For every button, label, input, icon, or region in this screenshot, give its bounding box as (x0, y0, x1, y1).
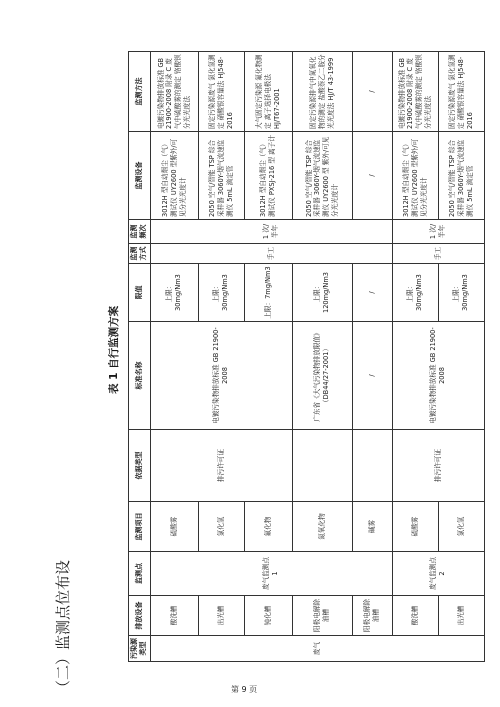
header-cell: 污染源类型 (129, 636, 151, 662)
item-cell: 氮氧化物 (292, 502, 352, 552)
device-cell: 阳极电解除油槽 (292, 596, 352, 636)
header-cell: 监测设备 (129, 132, 151, 220)
monitoring-plan-table (128, 51, 485, 662)
mode-cell: 手工 (150, 244, 392, 264)
header-cell: 监测项目 (129, 502, 151, 552)
equipment-cell: 2050 空气/智能 TSP 综合采样器 3060Y-烟气流速监测仪 5mL 滴定管 (198, 132, 244, 220)
device-cell: 阳极电解除油槽 (352, 596, 392, 636)
header-cell: 依据类型 (129, 430, 151, 502)
page-number: 第 9 页 (231, 685, 258, 694)
standard-cell: 电镀污染物排放标准 GB 21900-2008 (392, 322, 484, 430)
item-cell: 硫酸雾 (392, 502, 438, 552)
equipment-cell: 3012H 型自动烟尘（气）测试仪 PXSJ-216 型 离子计 (244, 132, 292, 220)
device-cell: 出光槽 (198, 596, 244, 636)
header-cell: 监测方式 (129, 244, 151, 264)
basis-cell (352, 430, 392, 502)
source-type-cell: 废气 (150, 636, 484, 662)
section-heading: （二）监测点位布设 (54, 559, 72, 695)
header-cell: 监测方法 (129, 52, 151, 132)
device-cell: 出光槽 (438, 596, 484, 636)
point-cell: 废气监测点 2 (392, 552, 484, 596)
item-cell: 碱雾 (352, 502, 392, 552)
basis-cell: 排污许可证 (150, 430, 292, 502)
header-cell: 限值 (129, 264, 151, 322)
table-title: 表 1 自行监测方案 (108, 305, 120, 394)
limit-cell: 上限：30mg/Nm3 (198, 264, 244, 322)
limit-cell: / (352, 264, 392, 322)
point-cell: 废气监测点 1 (150, 552, 392, 596)
equipment-cell: / (352, 132, 392, 220)
mode-cell: 手工 (392, 244, 484, 264)
limit-cell: 上限：30mg/Nm3 (392, 264, 438, 322)
device-cell: 钝化槽 (244, 596, 292, 636)
limit-cell: 上限：120mg/Nm3 (292, 264, 352, 322)
method-cell: / (352, 52, 392, 132)
basis-cell (292, 430, 352, 502)
standard-cell: / (352, 322, 392, 430)
header-cell: 监测频次 (129, 220, 151, 244)
header-cell: 标准名称 (129, 322, 151, 430)
method-cell: 固定污染源废气 氯化氢测定 硝酸银容量法 HJ548-2016 (438, 52, 484, 132)
limit-cell: 上限：30mg/Nm3 (150, 264, 198, 322)
limit-cell: 上限：30mg/Nm3 (438, 264, 484, 322)
header-cell: 监测点 (129, 552, 151, 596)
header-cell: 排放设备 (129, 596, 151, 636)
method-cell: 大气固定污染源 氟化物测定 离子选择电极法 HJ/T67-2001 (244, 52, 292, 132)
table-row (392, 52, 438, 662)
standard-cell: 电镀污染物排放标准 GB 21900-2008 (150, 322, 292, 430)
method-cell: 固定污染源排气中氮氧化物的测定 盐酸萘乙二胺分光光度法 HJ/T 43-1999 (292, 52, 352, 132)
method-cell: 电镀污染物排放标准 GB 21900-2008 附录 C 废气中硫酸雾的测定 铬酸钡分光光度法 (150, 52, 198, 132)
table-row (150, 52, 198, 662)
item-cell: 氯化氢 (198, 502, 244, 552)
equipment-cell: 2050 空气/智能 TSP 综合采样器 3060Y-烟气流速监测仪 5mL 滴定管 (438, 132, 484, 220)
freq-cell: 1 次/半年 (392, 220, 484, 244)
limit-cell: 上限：7mg/Nm3 (244, 264, 292, 322)
item-cell: 硫酸雾 (150, 502, 198, 552)
equipment-cell: 2050 空气/智能 TSP 综合采样器 3060Y-烟气流速监测仪 UY2600 型 紫外/可见分光光度计 (292, 132, 352, 220)
method-cell: 电镀污染物排放标准 GB 21900-2008 附录 C 废气中硫酸雾的测定 铬酸钡分光光度法 (392, 52, 438, 132)
freq-cell: 1 次/半年 (150, 220, 392, 244)
equipment-cell: 3012H 型自动烟尘（气）测试仪 UY2600 型紫外/可见分光光度计 (150, 132, 198, 220)
item-cell: 氟化物 (244, 502, 292, 552)
device-cell: 酸洗槽 (150, 596, 198, 636)
item-cell: 氯化氢 (438, 502, 484, 552)
standard-cell: 广东省《大气污染物排放限值》（DB44/27-2001） (292, 322, 352, 430)
method-cell: 固定污染源废气 氯化氢测定 硝酸银容量法 HJ548-2016 (198, 52, 244, 132)
device-cell: 酸洗槽 (392, 596, 438, 636)
equipment-cell: 3012H 型自动烟尘（气）测试仪 UY2600 型紫外/可见分光光度计 (392, 132, 438, 220)
table-header-row (129, 52, 151, 662)
basis-cell: 排污许可证 (392, 430, 484, 502)
